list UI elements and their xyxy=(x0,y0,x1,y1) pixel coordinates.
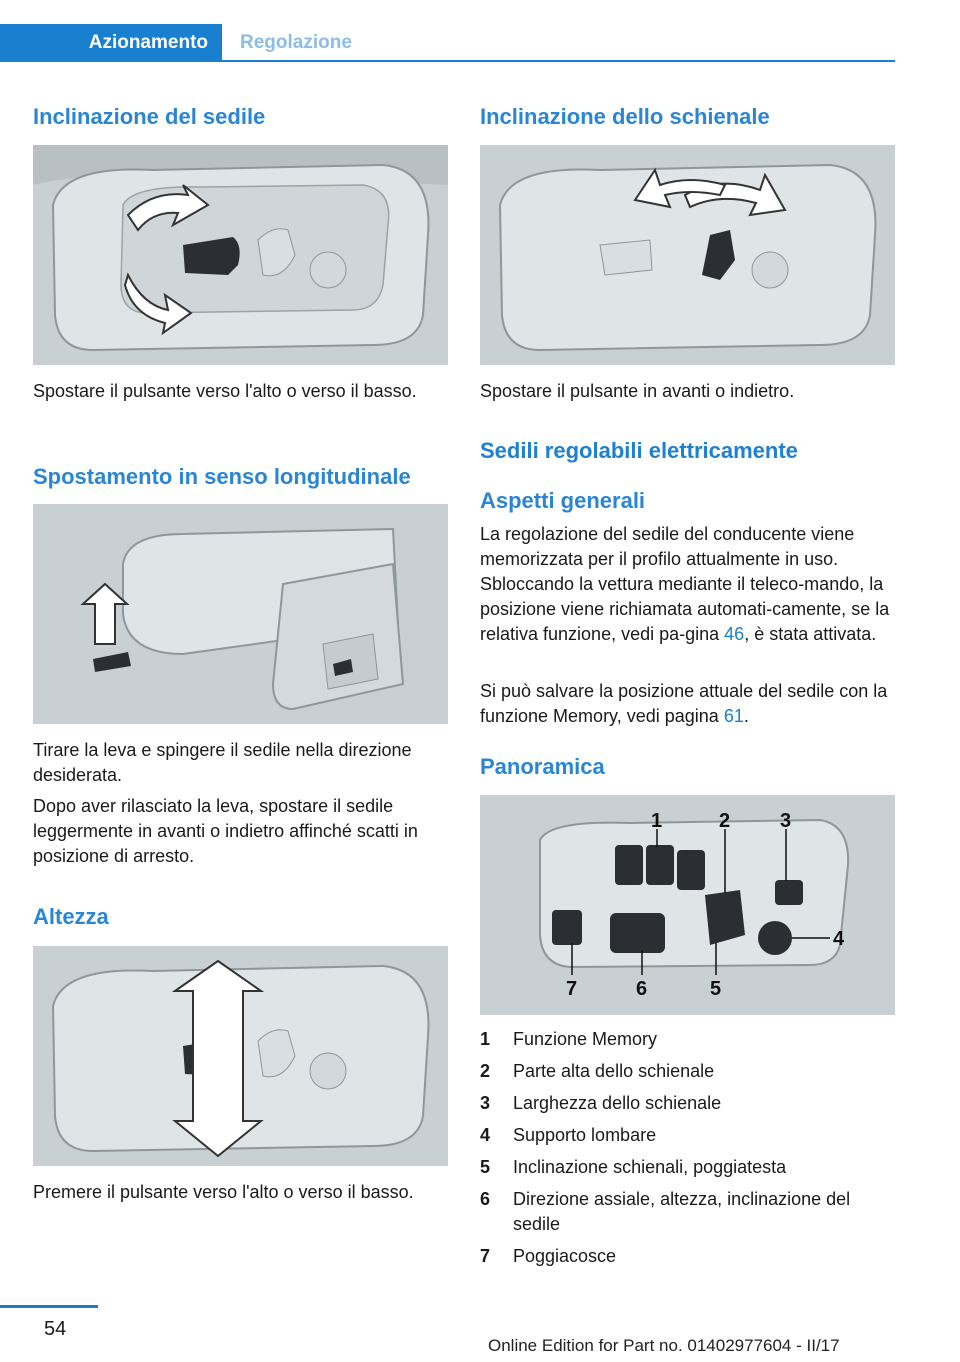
legend-label: Direzione assiale, altezza, inclinazione del sedile xyxy=(513,1189,851,1234)
legend-item xyxy=(480,1027,895,1052)
legend-item xyxy=(480,1059,895,1084)
callout-7: 7 xyxy=(566,978,578,1000)
text-general-1 xyxy=(480,522,898,647)
callout-4: 4 xyxy=(833,928,845,950)
legend-number: 6 xyxy=(480,1189,491,1209)
text-longitudinal-1: Tirare la leva e spingere il sedile nella direzione desiderata. xyxy=(33,740,412,785)
header-tabs xyxy=(0,24,895,62)
legend-number: 2 xyxy=(480,1061,491,1081)
legend-label: Inclinazione schienali, poggiatesta xyxy=(513,1157,787,1177)
legend-item xyxy=(480,1244,895,1269)
legend-item xyxy=(480,1155,895,1180)
figure-seat-tilt xyxy=(33,145,448,365)
overview-legend xyxy=(480,1027,895,1276)
link-page-46[interactable]: 46 xyxy=(724,624,745,644)
legend-item xyxy=(480,1187,895,1237)
heading-longitudinal: Spostamento in senso longitudinale xyxy=(33,464,411,489)
legend-label: Parte alta dello schienale xyxy=(513,1061,715,1081)
figure-height xyxy=(33,946,448,1166)
legend-number: 7 xyxy=(480,1246,491,1266)
text-backrest: Spostare il pulsante in avanti o indietro. xyxy=(480,381,795,401)
text-seat-tilt: Spostare il pulsante verso l'alto o verso il basso. xyxy=(33,381,417,401)
heading-height: Altezza xyxy=(33,904,109,929)
figure-longitudinal xyxy=(33,504,448,724)
callout-6: 6 xyxy=(636,978,648,1000)
link-page-61[interactable]: 61 xyxy=(723,706,744,726)
figure-backrest xyxy=(480,145,895,365)
callout-1: 1 xyxy=(651,810,663,832)
heading-backrest: Inclinazione dello schienale xyxy=(480,104,770,129)
callout-3: 3 xyxy=(780,810,792,832)
heading-overview: Panoramica xyxy=(480,754,605,779)
text-general-2-a: Si può salvare la posizione attuale del sedile con la funzione Memory, vedi pagina xyxy=(480,681,888,726)
legend-label: Poggiacosce xyxy=(513,1246,617,1266)
text-general-2 xyxy=(480,679,898,729)
tab-azionamento-label: Azionamento xyxy=(88,32,208,53)
text-height: Premere il pulsante verso l'alto o verso il basso. xyxy=(33,1182,414,1202)
callout-5: 5 xyxy=(710,978,722,1000)
footer-rule xyxy=(0,1305,98,1308)
text-general-1-a: La regolazione del sedile del conducente viene memorizzata per il profilo attualmente in uso. Sbloccando la vettura mediante il teleco-mando, la posizione viene richiamata automati-camente, se la relativa funzione, vedi pa-gina xyxy=(480,524,890,644)
text-general-2-b: . xyxy=(743,706,749,726)
legend-label: Funzione Memory xyxy=(513,1029,658,1049)
legend-label: Supporto lombare xyxy=(513,1125,657,1145)
legend-item xyxy=(480,1091,895,1116)
legend-label: Larghezza dello schienale xyxy=(513,1093,722,1113)
text-longitudinal-2: Dopo aver rilasciato la leva, spostare il sedile leggermente in avanti o indietro affinché scatti in posizione di arresto. xyxy=(33,796,418,866)
heading-electric-seats: Sedili regolabili elettricamente xyxy=(480,438,798,463)
legend-number: 3 xyxy=(480,1093,491,1113)
callout-2: 2 xyxy=(719,810,731,832)
edition-note: Online Edition for Part no. 01402977604 - II/17 xyxy=(488,1336,840,1355)
legend-number: 4 xyxy=(480,1125,491,1145)
legend-number: 1 xyxy=(480,1029,491,1049)
tab-regolazione[interactable]: Regolazione xyxy=(240,32,352,53)
tab-azionamento[interactable] xyxy=(0,24,222,62)
heading-seat-tilt: Inclinazione del sedile xyxy=(33,104,266,129)
figure-overview xyxy=(480,795,895,1015)
legend-item xyxy=(480,1123,895,1148)
legend-number: 5 xyxy=(480,1157,491,1177)
text-general-1-b: , è stata attivata. xyxy=(744,624,877,644)
tab-divider xyxy=(222,60,895,62)
page-number: 54 xyxy=(44,1318,67,1340)
heading-general: Aspetti generali xyxy=(480,488,646,513)
